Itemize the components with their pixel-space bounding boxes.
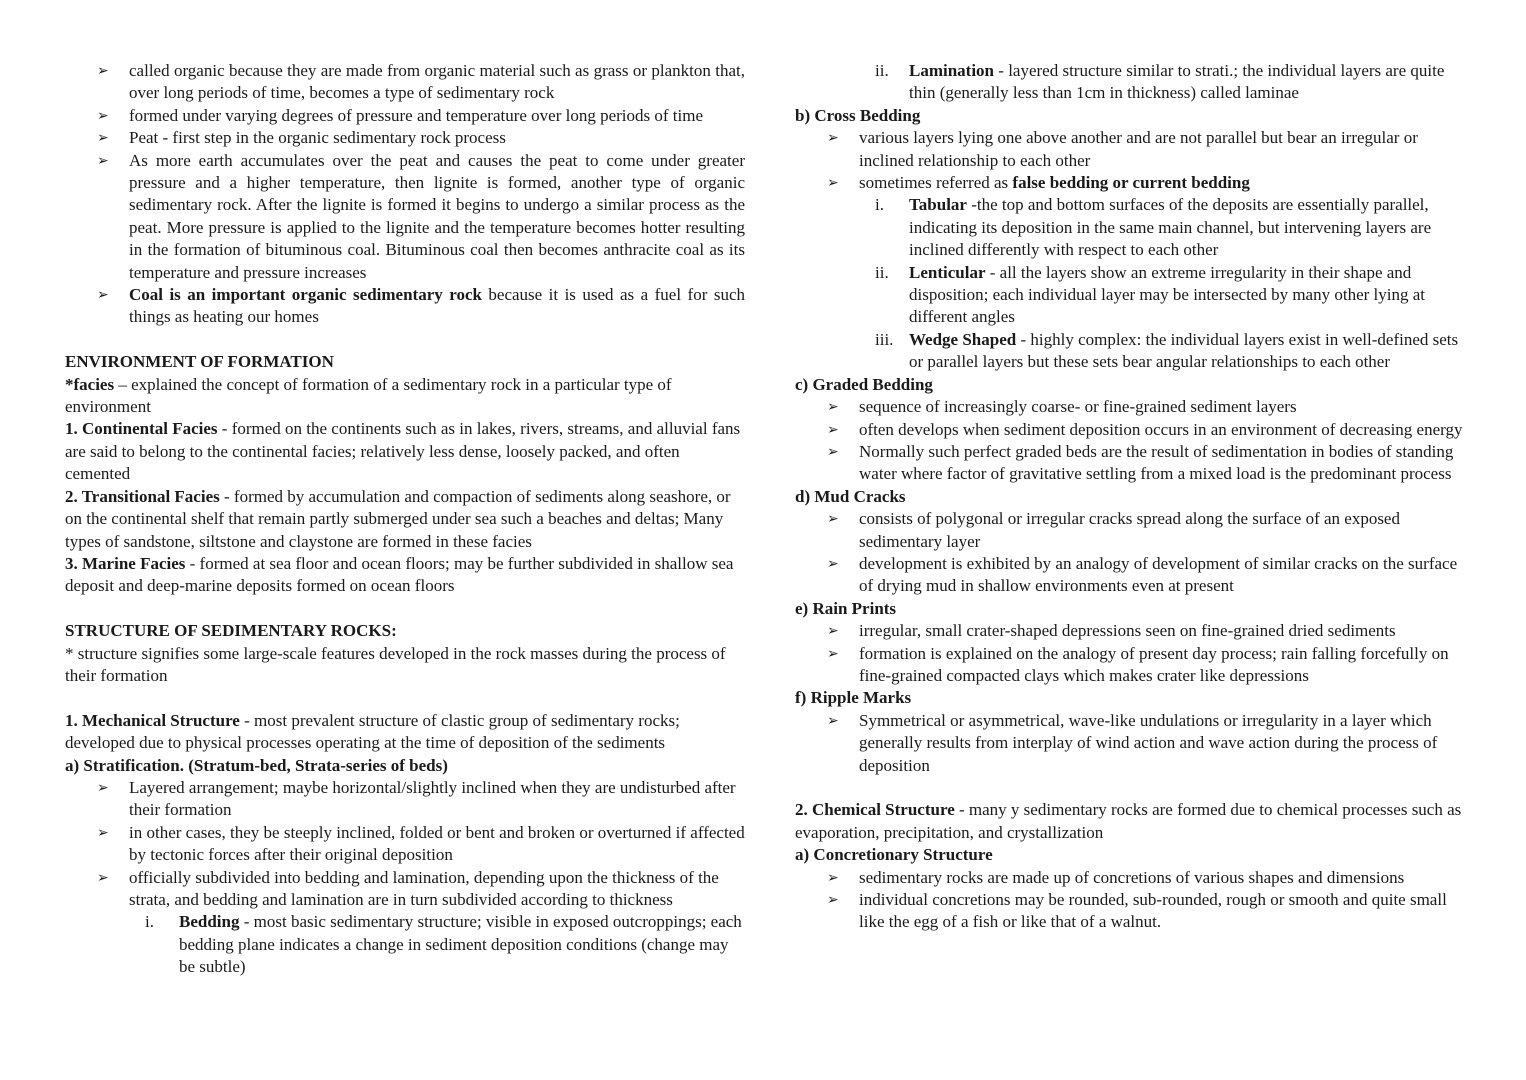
bullet-arrowhead-icon: ➢	[827, 555, 839, 572]
paragraph	[65, 710, 745, 755]
text-run: Layered arrangement; maybe horizontal/slightly inclined when they are undisturbed after their formation	[129, 777, 736, 820]
text-run: formation is explained on the analogy of present day process; rain falling forcefully on fine-grained compacted clays which makes crater like depressions	[859, 643, 1449, 685]
bullet-item	[65, 127, 745, 149]
text-run: - formed by accumulation and compaction of sediments along seashore, or on the continental shelf that remain partly submerged under sea such a beaches and deltas; Many types of sandstone, siltstone and claystone are formed in these facies	[65, 486, 731, 551]
bullet-item	[65, 284, 745, 329]
roman-numeral-marker: i.	[875, 195, 884, 215]
bullet-arrowhead-icon: ➢	[827, 130, 839, 147]
bullet-item	[65, 777, 745, 822]
text-run: - most prevalent structure of clastic group of sedimentary rocks; developed due to physical processes operating at the time of deposition of the sediments	[65, 710, 680, 753]
bold-text-run: c) Graded Bedding	[795, 374, 933, 394]
paragraph	[65, 486, 745, 553]
text-run: various layers lying one above another and are not parallel but bear an irregular or inclined relationship to each other	[859, 128, 1418, 170]
sub-heading	[795, 374, 1465, 396]
bold-text-run: *facies	[65, 374, 115, 394]
bullet-arrowhead-icon: ➢	[827, 399, 839, 416]
bullet-item	[795, 867, 1465, 889]
bold-text-run: ENVIRONMENT OF FORMATION	[65, 352, 334, 372]
bold-text-run: Lamination	[909, 61, 995, 80]
text-run: Peat - first step in the organic sedimentary rock process	[129, 128, 506, 148]
roman-numeral-marker: ii.	[875, 61, 889, 80]
bold-text-run: f) Ripple Marks	[795, 688, 912, 708]
paragraph	[65, 553, 745, 598]
bullet-item	[795, 889, 1465, 934]
text-run: consists of polygonal or irregular cracks spread along the surface of an exposed sedimentary layer	[859, 509, 1400, 551]
roman-numeral-marker: ii.	[875, 262, 889, 282]
bullet-arrowhead-icon: ➢	[97, 824, 109, 841]
text-run: called organic because they are made from organic material such as grass or plankton that, over long periods of time, becomes a type of sedimentary rock	[129, 61, 745, 103]
bullet-arrowhead-icon: ➢	[827, 892, 839, 909]
sub-heading	[795, 844, 1465, 866]
bullet-arrowhead-icon: ➢	[827, 421, 839, 438]
text-run: sometimes referred as	[859, 173, 1013, 193]
section-heading	[65, 620, 745, 642]
bullet-arrowhead-icon: ➢	[97, 779, 109, 796]
text-run: - highly complex: the individual layers exist in well-defined sets or parallel layers but these sets bear angular relationships to each other	[909, 329, 1459, 372]
text-run: in other cases, they be steeply inclined, folded or bent and broken or overturned if affected by tectonic forces after their original deposition	[129, 822, 745, 865]
bullet-item	[795, 419, 1465, 441]
text-run: sedimentary rocks are made up of concretions of various shapes and dimensions	[859, 867, 1405, 887]
bold-text-run: b) Cross Bedding	[795, 105, 921, 125]
bullet-item	[795, 127, 1465, 172]
text-run: Symmetrical or asymmetrical, wave-like undulations or irregularity in a layer which generally results from interplay of wind action and wave action during the process of deposition	[859, 710, 1438, 775]
bold-text-run: e) Rain Prints	[795, 598, 897, 618]
bullet-item	[795, 710, 1465, 777]
text-run: - many y sedimentary rocks are formed due to chemical processes such as evaporation, precipitation, and crystallization	[795, 800, 1462, 842]
bullet-item	[795, 643, 1465, 688]
bold-text-run: 2. Transitional Facies	[65, 486, 220, 506]
bold-text-run: Coal is an important organic sedimentary rock	[129, 285, 482, 305]
sub-heading	[795, 105, 1465, 127]
text-run: - most basic sedimentary structure; visible in exposed outcroppings; each bedding plane indicates a change in sediment deposition conditions (change may be subtle)	[179, 912, 742, 977]
bullet-arrowhead-icon: ➢	[827, 175, 839, 192]
text-run: – explained the concept of formation of a sedimentary rock in a particular type of environment	[65, 374, 672, 417]
bold-text-run: a) Concretionary Structure	[795, 845, 993, 865]
text-run: As more earth accumulates over the peat and causes the peat to come under greater pressure and a higher temperature, then lignite is formed, another type of organic sedimentary rock. After the lignite is formed it begins to undergo a similar process as the peat. More pressure is applied to the lignite and the temperature becomes hotter resulting in the formation of bituminous coal. Bituminous coal then becomes anthracite coal as its temperature and pressure increases	[129, 150, 745, 282]
text-run: because it is used as a fuel for such things as heating our homes	[129, 285, 745, 327]
bold-text-run: Wedge Shaped	[909, 329, 1017, 349]
bullet-item	[65, 60, 745, 105]
roman-numeral-marker: iii.	[875, 329, 894, 349]
roman-list-item	[795, 329, 1465, 374]
sub-heading	[795, 486, 1465, 508]
bullet-item	[795, 620, 1465, 642]
line-spacer	[795, 777, 1465, 799]
bullet-arrowhead-icon: ➢	[827, 623, 839, 640]
bullet-arrowhead-icon: ➢	[97, 63, 109, 79]
text-run: individual concretions may be rounded, sub-rounded, rough or smooth and quite small like the egg of a fish or like that of a walnut.	[859, 890, 1447, 932]
bullet-item	[795, 172, 1465, 194]
sub-heading	[65, 755, 745, 777]
text-run: - layered structure similar to strati.; the individual layers are quite thin (generally less than 1cm in thickness) called laminae	[909, 61, 1445, 103]
text-run: formed under varying degrees of pressure and temperature over long periods of time	[129, 105, 704, 125]
paragraph	[65, 418, 745, 485]
text-run: - all the layers show an extreme irregularity in their shape and disposition; each individual layer may be intersected by many other lying at different angles	[909, 262, 1426, 327]
bullet-arrowhead-icon: ➢	[827, 443, 839, 460]
text-run: - formed at sea floor and ocean floors; may be further subdivided in shallow sea deposit and deep-marine deposits formed on ocean floors	[65, 553, 734, 596]
text-run: -the top and bottom surfaces of the deposits are essentially parallel, indicating its deposition in the same main channel, but intervening layers are inclined differently with respect to each other	[909, 195, 1432, 260]
sub-heading	[795, 687, 1465, 709]
bold-text-run: 3. Marine Facies	[65, 553, 186, 573]
bullet-item	[65, 867, 745, 912]
roman-numeral-marker: i.	[145, 912, 154, 932]
bold-text-run: false bedding or current bedding	[1012, 173, 1250, 193]
roman-list-item	[795, 60, 1465, 105]
bold-text-run: d) Mud Cracks	[795, 486, 906, 506]
bold-text-run: Tabular	[909, 195, 967, 215]
sub-heading	[795, 598, 1465, 620]
paragraph	[65, 374, 745, 419]
bullet-item	[795, 441, 1465, 486]
bold-text-run: Bedding	[179, 912, 240, 932]
text-run: irregular, small crater-shaped depressions seen on fine-grained dried sediments	[859, 621, 1396, 641]
text-run: * structure signifies some large-scale features developed in the rock masses during the process of their formation	[65, 643, 726, 685]
bullet-arrowhead-icon: ➢	[827, 645, 839, 662]
bold-text-run: 1. Mechanical Structure	[65, 710, 240, 730]
bullet-arrowhead-icon: ➢	[97, 869, 109, 886]
paragraph	[65, 643, 745, 688]
text-run: development is exhibited by an analogy of development of similar cracks on the surface of drying mud in shallow environments even at present	[859, 553, 1458, 596]
bold-text-run: STRUCTURE OF SEDIMENTARY ROCKS:	[65, 621, 397, 641]
bullet-arrowhead-icon: ➢	[97, 107, 109, 124]
line-spacer	[65, 329, 745, 351]
bold-text-run: Lenticular	[909, 262, 986, 282]
bullet-arrowhead-icon: ➢	[97, 287, 109, 304]
roman-list-item	[65, 911, 745, 978]
bullet-arrowhead-icon: ➢	[827, 869, 839, 886]
text-run: - formed on the continents such as in lakes, rivers, streams, and alluvial fans are said to belong to the continental facies; relatively less dense, loosely packed, and often cemented	[65, 419, 741, 484]
line-spacer	[65, 598, 745, 620]
bold-text-run: 2. Chemical Structure	[795, 800, 955, 820]
line-spacer	[65, 687, 745, 709]
bullet-item	[795, 396, 1465, 418]
text-run: sequence of increasingly coarse- or fine-grained sediment layers	[859, 397, 1297, 417]
bullet-item	[65, 822, 745, 867]
bold-text-run: a) Stratification. (Stratum-bed, Strata-series of beds)	[65, 755, 448, 775]
bullet-arrowhead-icon: ➢	[827, 511, 839, 528]
text-column-right	[795, 60, 1465, 1080]
text-run: often develops when sediment deposition occurs in an environment of decreasing energy	[859, 419, 1463, 439]
bullet-item	[65, 150, 745, 284]
paragraph	[795, 799, 1465, 844]
roman-list-item	[795, 194, 1465, 261]
section-heading	[65, 351, 745, 373]
text-run: Normally such perfect graded beds are the result of sedimentation in bodies of standing water where factor of gravitative settling from a mixed load is the predominant process	[859, 441, 1454, 484]
bullet-arrowhead-icon: ➢	[827, 712, 839, 729]
bullet-arrowhead-icon: ➢	[97, 130, 109, 147]
bullet-item	[795, 553, 1465, 598]
text-run: officially subdivided into bedding and lamination, depending upon the thickness of the strata, and bedding and lamination are in turn subdivided according to thickness	[129, 867, 719, 909]
bullet-item	[795, 508, 1465, 553]
bullet-arrowhead-icon: ➢	[97, 152, 109, 169]
text-column-left	[65, 60, 745, 1080]
bullet-item	[65, 105, 745, 127]
roman-list-item	[795, 262, 1465, 329]
bold-text-run: 1. Continental Facies	[65, 419, 218, 439]
